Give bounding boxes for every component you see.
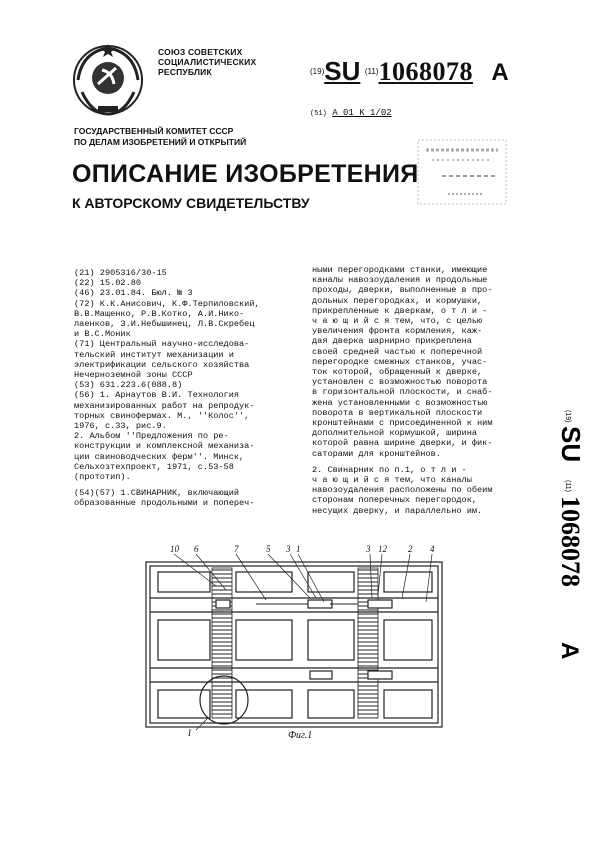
text-line: которой равна ширине дверки, и фик- (312, 438, 493, 449)
text-line: (прототип). (74, 472, 131, 483)
text-line: образованные продольными и попереч- (74, 498, 255, 509)
text-line: проходы, дверки, выполненные в про- (312, 285, 493, 296)
union-line: РЕСПУБЛИК (158, 67, 212, 77)
ref-label: 1 (296, 544, 301, 554)
ref-label: 2 (408, 544, 413, 554)
text-line: своей средней частью к поперечной (312, 346, 483, 357)
committee-line: ГОСУДАРСТВЕННЫЙ КОМИТЕТ СССР (74, 126, 234, 136)
text-line: несущих дверку, и параллельно им. (312, 505, 483, 516)
ref-label: 5 (266, 544, 271, 554)
text-line: перегородке смежных станков, учас- (312, 356, 488, 367)
bibliographic-column (74, 268, 302, 509)
union-line: СОЮЗ СОВЕТСКИХ (158, 47, 243, 57)
text-line: (46) 23.01.84. Бюл. № 3 (74, 288, 193, 299)
code-51: (51) (310, 110, 327, 118)
text-line: (21) 2905316/30-15 (74, 268, 167, 278)
side-code-11: (11) (564, 480, 571, 492)
text-line: Нечерноземной зоны СССР (74, 370, 193, 381)
ipc-class: A 01 K 1/02 (332, 108, 392, 118)
ref-label: 12 (378, 544, 387, 554)
text-line: (71) Центральный научно-исследова- (74, 339, 250, 350)
ref-label: 10 (170, 544, 179, 554)
ref-label: I (188, 728, 191, 738)
text-line: 2. Альбом ''Предложения по ре- (74, 431, 229, 442)
committee-name (74, 126, 246, 148)
side-country-code: SU (556, 426, 586, 463)
side-patent-number: 1068078 (556, 496, 585, 587)
union-name (158, 47, 278, 77)
text-line: 1976, с.33, рис.9. (74, 421, 167, 432)
text-line: механизированных работ на репродук- (74, 400, 255, 411)
code-11: (11) (364, 67, 379, 76)
ref-label: 3 (286, 544, 291, 554)
text-line: (53) 631.223.6(088.8) (74, 380, 183, 391)
text-line: прикрепленные к дверкам, о т л и - (312, 305, 488, 316)
text-line: установлен с возможностью поворота (312, 377, 488, 388)
ref-label: 7 (234, 544, 239, 554)
ref-label: 4 (430, 544, 435, 554)
ref-label: 3 (366, 544, 371, 554)
ussr-emblem-icon (68, 40, 148, 120)
text-line: в горизонтальной плоскости, и снаб- (312, 387, 493, 398)
text-line: и В.С.Моник (74, 329, 131, 340)
text-line: каналы навозоудаления и продольные (312, 275, 488, 286)
text-line: В.В.Мащенко, Р.В.Котко, А.И.Нико- (74, 308, 245, 319)
text-line: (22) 15.02.80 (74, 278, 142, 289)
ipc-line (310, 108, 392, 118)
figure-labels (140, 540, 450, 740)
text-line: поворота в вертикальной плоскости (312, 407, 483, 418)
claims-column (312, 265, 540, 516)
text-line: электрификации сельского хозяйства (74, 359, 250, 370)
text-line: (72) К.К.Анисович, К.Ф.Терпиловский, (74, 298, 260, 309)
text-line: ными перегородками станки, имеющие (312, 265, 488, 275)
country-code: SU (324, 56, 361, 86)
patent-id (310, 56, 509, 87)
kind-code: A (491, 59, 509, 86)
patent-number: 1068078 (378, 57, 473, 86)
text-line: конструкции и комплексной механиза- (74, 441, 255, 452)
text-line: кронштейнами с присоединенной к ним (312, 418, 493, 429)
text-line: лаенков, З.И.Небышинец, Л.В.Скребец (74, 319, 255, 330)
text-line: ток которой, обращенный к дверке, (312, 367, 483, 378)
text-line: торных свинофермах. М., ''Колос'', (74, 410, 250, 421)
text-line: (56) 1. Арнаутов В.И. Технология (74, 390, 240, 401)
side-code-19: (19) (564, 410, 571, 423)
side-patent-id (532, 410, 586, 680)
text-line: (54)(57) 1.СВИНАРНИК, включающий (74, 488, 240, 499)
union-line: СОЦИАЛИСТИЧЕСКИХ (158, 57, 257, 67)
text-line: дая дверка шарнирно прикреплена (312, 336, 472, 347)
library-stamp-icon (412, 136, 512, 208)
text-line: навозоудаления расположены по обеим (312, 485, 493, 496)
document-subtitle: К АВТОРСКОМУ СВИДЕТЕЛЬСТВУ (72, 195, 310, 211)
text-line: ч а ю щ и й с я тем, что, с целью (312, 316, 483, 327)
text-line: дольных перегородках, и кормушки, (312, 295, 483, 306)
figure-caption: Фиг.1 (288, 730, 313, 741)
code-19: (19) (310, 67, 325, 76)
text-line: ции свиноводческих ферм''. Минск, (74, 451, 245, 462)
text-line: жена установленными с возможностью (312, 397, 488, 408)
text-line: ч а ю щ и й с я тем, что каналы (312, 475, 472, 486)
document-title: ОПИСАНИЕ ИЗОБРЕТЕНИЯ (72, 160, 419, 188)
ref-label: 6 (194, 544, 199, 554)
text-line: сторонам поперечных перегородок, (312, 495, 478, 506)
side-kind-code: A (556, 642, 583, 660)
text-line: дополнительной кормушкой, ширина (312, 428, 478, 439)
text-line: 2. Свинарник по п.1, о т л и - (312, 464, 467, 475)
text-line: увеличения фронта кормления, каж- (312, 326, 483, 337)
text-line: Сельхозтехпроект, 1971, с.53-58 (74, 461, 234, 472)
committee-line: ПО ДЕЛАМ ИЗОБРЕТЕНИЙ И ОТКРЫТИЙ (74, 137, 247, 147)
text-line: саторами для кронштейнов. (312, 448, 441, 459)
text-line: тельский институт механизации и (74, 349, 234, 360)
